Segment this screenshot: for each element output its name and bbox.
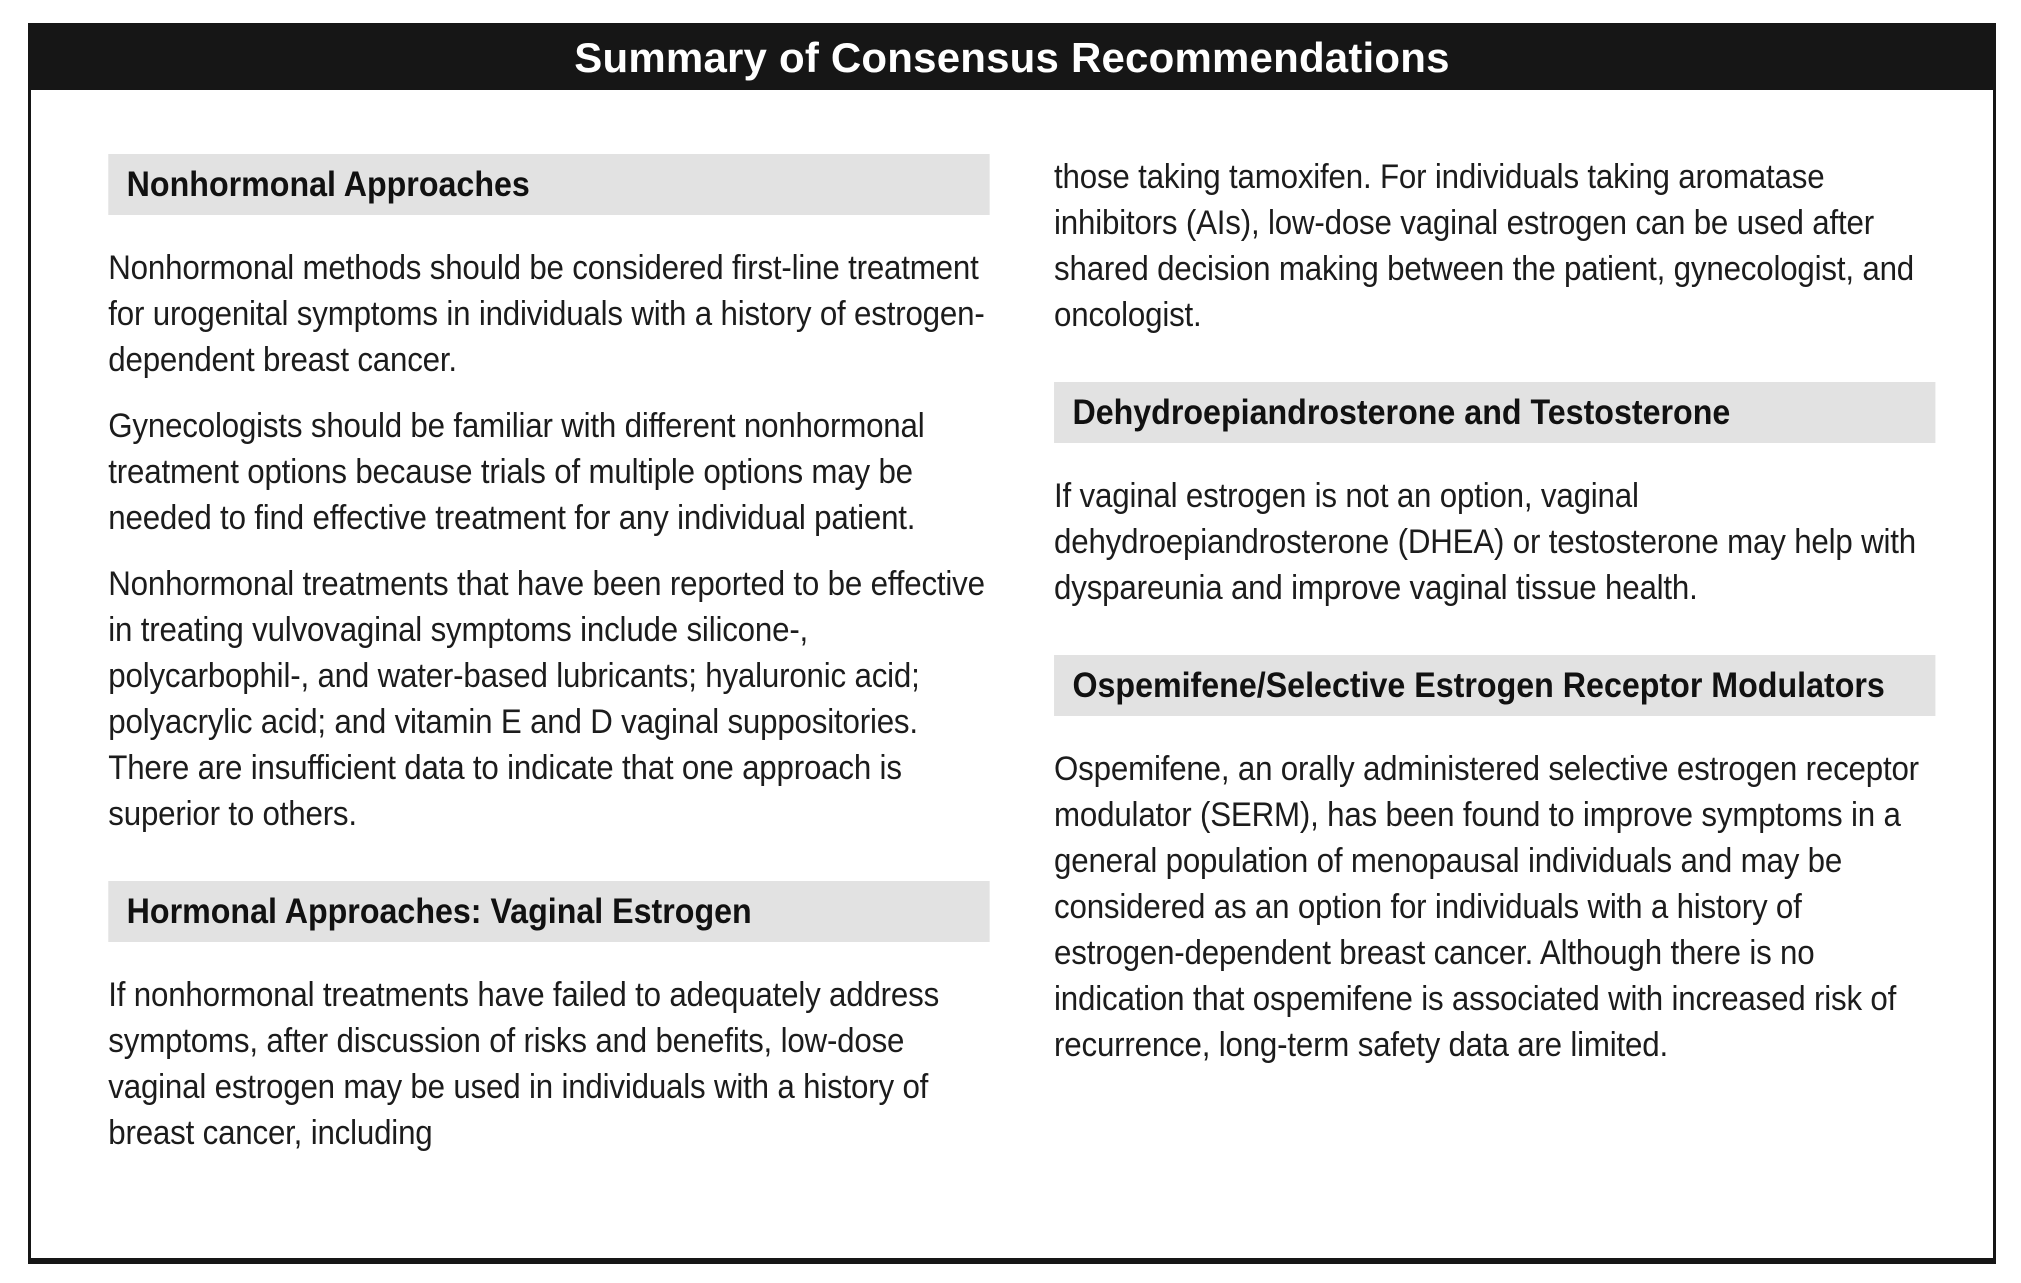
paragraph-vaginal-estrogen-1: If nonhormonal treatments have failed to adequately address symptoms, after discussion of risks and benefits, low-dose vaginal estrogen may be used in individuals with a history of breast cancer, including [108,976,940,1152]
section-heading-nonhormonal-approaches [108,154,989,215]
section-heading-label: Hormonal Approaches: Vaginal Estrogen [126,892,752,931]
section-heading-label: Dehydroepiandrosterone and Testosterone [1072,393,1731,432]
paragraph-nonhormonal-1: Nonhormonal methods should be considered first-line treatment for urogenital symptoms in individuals with a history of estrogen-dependent breast cancer. [108,249,985,379]
consensus-summary-panel [28,23,1996,1264]
left-column [108,154,989,1176]
paragraph-nonhormonal-3: Nonhormonal treatments that have been reported to be effective in treating vulvovaginal symptoms include silicone-, polycarbophil-, and water-based lubricants; hyaluronic acid; polyacrylic acid; and vitamin E and D vaginal suppositories. There are insufficient data to indicate that one approach is superior to others. [108,565,985,833]
paragraph-nonhormonal-2: Gynecologists should be familiar with different nonhormonal treatment options because trials of multiple options may be needed to find effective treatment for any individual patient. [108,407,925,537]
right-column [1054,154,1935,1176]
section-heading-hormonal-vaginal-estrogen [108,881,989,942]
section-heading-label: Ospemifene/Selective Estrogen Receptor Modulators [1072,666,1885,705]
panel-header-bar [31,26,1993,90]
section-heading-label: Nonhormonal Approaches [126,165,530,204]
paragraph-dhea-testosterone-1: If vaginal estrogen is not an option, vaginal dehydroepiandrosterone (DHEA) or testosterone may help with dyspareunia and improve vaginal tissue health. [1054,477,1917,607]
panel-body [31,90,1993,1206]
paragraph-vaginal-estrogen-continued: those taking tamoxifen. For individuals taking aromatase inhibitors (AIs), low-dose vaginal estrogen can be used after shared decision making between the patient, gynecologist, and oncologist. [1054,158,1915,334]
section-heading-ospemifene-serm [1054,655,1935,716]
section-heading-dhea-testosterone [1054,382,1935,443]
panel-title: Summary of Consensus Recommendations [574,34,1450,81]
paragraph-ospemifene-serm-1: Ospemifene, an orally administered selective estrogen receptor modulator (SERM), has been found to improve symptoms in a general population of menopausal individuals and may be considered as an option for individuals with a history of estrogen-dependent breast cancer. Although there is no indication that ospemifene is associated with increased risk of recurrence, long-term safety data are limited. [1054,750,1919,1064]
